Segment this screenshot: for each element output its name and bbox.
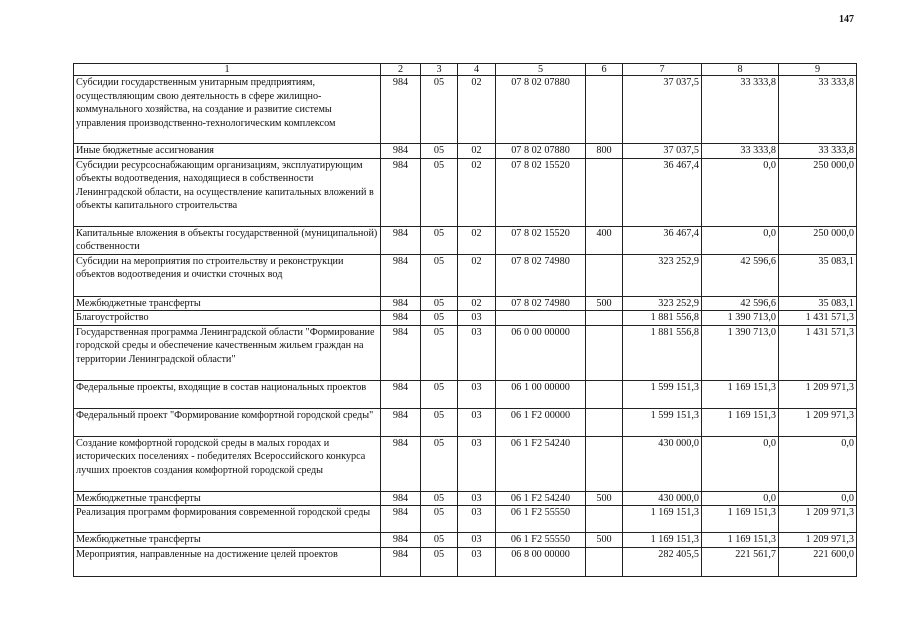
amount-year-2: 1 390 713,0 [702,311,779,326]
section-code: 05 [421,436,458,491]
amount-year-3: 250 000,0 [779,158,857,226]
table-row [74,311,857,326]
section-code: 05 [421,408,458,436]
column-header: 5 [496,64,586,76]
target-code: 06 1 F2 54240 [496,436,586,491]
amount-year-3: 35 083,1 [779,296,857,311]
section-code: 05 [421,547,458,576]
section-code: 05 [421,226,458,254]
row-name: Иные бюджетные ассигнования [74,144,381,159]
amount-year-2: 42 596,6 [702,254,779,296]
table-row [74,158,857,226]
section-code: 05 [421,76,458,144]
amount-year-1: 36 467,4 [623,226,702,254]
amount-year-1: 282 405,5 [623,547,702,576]
target-code [496,311,586,326]
amount-year-1: 1 881 556,8 [623,325,702,380]
subsection-code: 03 [458,325,496,380]
expense-type-code: 800 [586,144,623,159]
amount-year-2: 42 596,6 [702,296,779,311]
table-row [74,506,857,533]
table-body [74,76,857,577]
amount-year-1: 1 169 151,3 [623,533,702,548]
table-row [74,491,857,506]
ministry-code: 984 [381,144,421,159]
ministry-code: 984 [381,506,421,533]
amount-year-3: 1 209 971,3 [779,506,857,533]
amount-year-2: 0,0 [702,158,779,226]
row-name: Федеральный проект "Формирование комфортной городской среды" [74,408,381,436]
target-code: 06 1 F2 00000 [496,408,586,436]
table-row [74,226,857,254]
subsection-code: 03 [458,547,496,576]
page-number: 147 [839,14,854,25]
column-header: 2 [381,64,421,76]
subsection-code: 03 [458,436,496,491]
ministry-code: 984 [381,533,421,548]
amount-year-1: 1 169 151,3 [623,506,702,533]
row-name: Государственная программа Ленинградской области "Формирование городской среды и обеспечение качественным жильем граждан на территории Ленинградской области" [74,325,381,380]
column-header: 3 [421,64,458,76]
amount-year-3: 1 209 971,3 [779,380,857,408]
subsection-code: 02 [458,254,496,296]
table-row [74,436,857,491]
table-row [74,547,857,576]
column-header: 8 [702,64,779,76]
target-code: 06 1 00 00000 [496,380,586,408]
row-name: Межбюджетные трансферты [74,296,381,311]
section-code: 05 [421,506,458,533]
expense-type-code [586,547,623,576]
expense-type-code: 500 [586,491,623,506]
target-code: 06 8 00 00000 [496,547,586,576]
expense-type-code: 400 [586,226,623,254]
row-name: Субсидии ресурсоснабжающим организациям, эксплуатирующим объекты водоотведения, находящиеся в собственности Ленинградской области, на осуществление капитальных вложений в объекты капитального строительства [74,158,381,226]
amount-year-1: 37 037,5 [623,144,702,159]
amount-year-3: 35 083,1 [779,254,857,296]
ministry-code: 984 [381,76,421,144]
amount-year-3: 221 600,0 [779,547,857,576]
subsection-code: 02 [458,76,496,144]
expense-type-code [586,325,623,380]
subsection-code: 03 [458,533,496,548]
subsection-code: 03 [458,311,496,326]
header-row [74,64,857,76]
amount-year-1: 1 881 556,8 [623,311,702,326]
amount-year-3: 1 431 571,3 [779,325,857,380]
amount-year-2: 1 169 151,3 [702,533,779,548]
amount-year-1: 1 599 151,3 [623,408,702,436]
ministry-code: 984 [381,408,421,436]
subsection-code: 02 [458,226,496,254]
amount-year-1: 430 000,0 [623,436,702,491]
amount-year-1: 37 037,5 [623,76,702,144]
column-header: 6 [586,64,623,76]
amount-year-2: 1 169 151,3 [702,506,779,533]
column-header: 1 [74,64,381,76]
expense-type-code: 500 [586,296,623,311]
table-row [74,533,857,548]
row-name: Благоустройство [74,311,381,326]
table-row [74,254,857,296]
expense-type-code [586,158,623,226]
ministry-code: 984 [381,311,421,326]
target-code: 06 1 F2 55550 [496,506,586,533]
amount-year-3: 1 431 571,3 [779,311,857,326]
row-name: Капитальные вложения в объекты государственной (муниципальной) собственности [74,226,381,254]
expense-type-code: 500 [586,533,623,548]
amount-year-3: 0,0 [779,436,857,491]
row-name: Мероприятия, направленные на достижение целей проектов [74,547,381,576]
target-code: 07 8 02 07880 [496,144,586,159]
expense-type-code [586,311,623,326]
ministry-code: 984 [381,158,421,226]
ministry-code: 984 [381,547,421,576]
section-code: 05 [421,158,458,226]
table-row [74,144,857,159]
row-name: Федеральные проекты, входящие в состав национальных проектов [74,380,381,408]
target-code: 07 8 02 07880 [496,76,586,144]
table-row [74,76,857,144]
table-row [74,408,857,436]
section-code: 05 [421,254,458,296]
subsection-code: 03 [458,408,496,436]
subsection-code: 02 [458,296,496,311]
subsection-code: 02 [458,144,496,159]
amount-year-2: 33 333,8 [702,76,779,144]
table-row [74,325,857,380]
ministry-code: 984 [381,226,421,254]
subsection-code: 02 [458,158,496,226]
amount-year-2: 0,0 [702,491,779,506]
subsection-code: 03 [458,491,496,506]
section-code: 05 [421,533,458,548]
expense-type-code [586,506,623,533]
budget-table [73,63,857,577]
amount-year-3: 1 209 971,3 [779,408,857,436]
section-code: 05 [421,380,458,408]
section-code: 05 [421,491,458,506]
amount-year-1: 1 599 151,3 [623,380,702,408]
section-code: 05 [421,144,458,159]
row-name: Межбюджетные трансферты [74,491,381,506]
ministry-code: 984 [381,380,421,408]
row-name: Создание комфортной городской среды в малых городах и исторических поселениях - победителях Всероссийского конкурса лучших проектов создания комфортной городской среды [74,436,381,491]
amount-year-1: 430 000,0 [623,491,702,506]
amount-year-1: 36 467,4 [623,158,702,226]
amount-year-2: 0,0 [702,226,779,254]
section-code: 05 [421,311,458,326]
target-code: 07 8 02 74980 [496,296,586,311]
amount-year-3: 1 209 971,3 [779,533,857,548]
column-header: 4 [458,64,496,76]
table-row [74,380,857,408]
amount-year-3: 0,0 [779,491,857,506]
ministry-code: 984 [381,491,421,506]
target-code: 07 8 02 15520 [496,158,586,226]
section-code: 05 [421,325,458,380]
row-name: Субсидии на мероприятия по строительству и реконструкции объектов водоотведения и очистки сточных вод [74,254,381,296]
row-name: Реализация программ формирования современной городской среды [74,506,381,533]
subsection-code: 03 [458,380,496,408]
amount-year-2: 0,0 [702,436,779,491]
row-name: Субсидии государственным унитарным предприятиям, осуществляющим свою деятельность в сфере жилищно-коммунального хозяйства, на создание и развитие системы управления производственно-технологическим комплексом [74,76,381,144]
amount-year-2: 1 390 713,0 [702,325,779,380]
target-code: 07 8 02 74980 [496,254,586,296]
expense-type-code [586,436,623,491]
ministry-code: 984 [381,436,421,491]
target-code: 06 1 F2 55550 [496,533,586,548]
amount-year-2: 33 333,8 [702,144,779,159]
amount-year-2: 1 169 151,3 [702,408,779,436]
column-header: 7 [623,64,702,76]
section-code: 05 [421,296,458,311]
ministry-code: 984 [381,325,421,380]
amount-year-2: 221 561,7 [702,547,779,576]
row-name: Межбюджетные трансферты [74,533,381,548]
amount-year-1: 323 252,9 [623,254,702,296]
expense-type-code [586,408,623,436]
amount-year-1: 323 252,9 [623,296,702,311]
subsection-code: 03 [458,506,496,533]
expense-type-code [586,254,623,296]
target-code: 07 8 02 15520 [496,226,586,254]
amount-year-3: 250 000,0 [779,226,857,254]
target-code: 06 0 00 00000 [496,325,586,380]
ministry-code: 984 [381,254,421,296]
amount-year-3: 33 333,8 [779,76,857,144]
table-row [74,296,857,311]
amount-year-3: 33 333,8 [779,144,857,159]
amount-year-2: 1 169 151,3 [702,380,779,408]
target-code: 06 1 F2 54240 [496,491,586,506]
ministry-code: 984 [381,296,421,311]
expense-type-code [586,76,623,144]
expense-type-code [586,380,623,408]
column-header: 9 [779,64,857,76]
